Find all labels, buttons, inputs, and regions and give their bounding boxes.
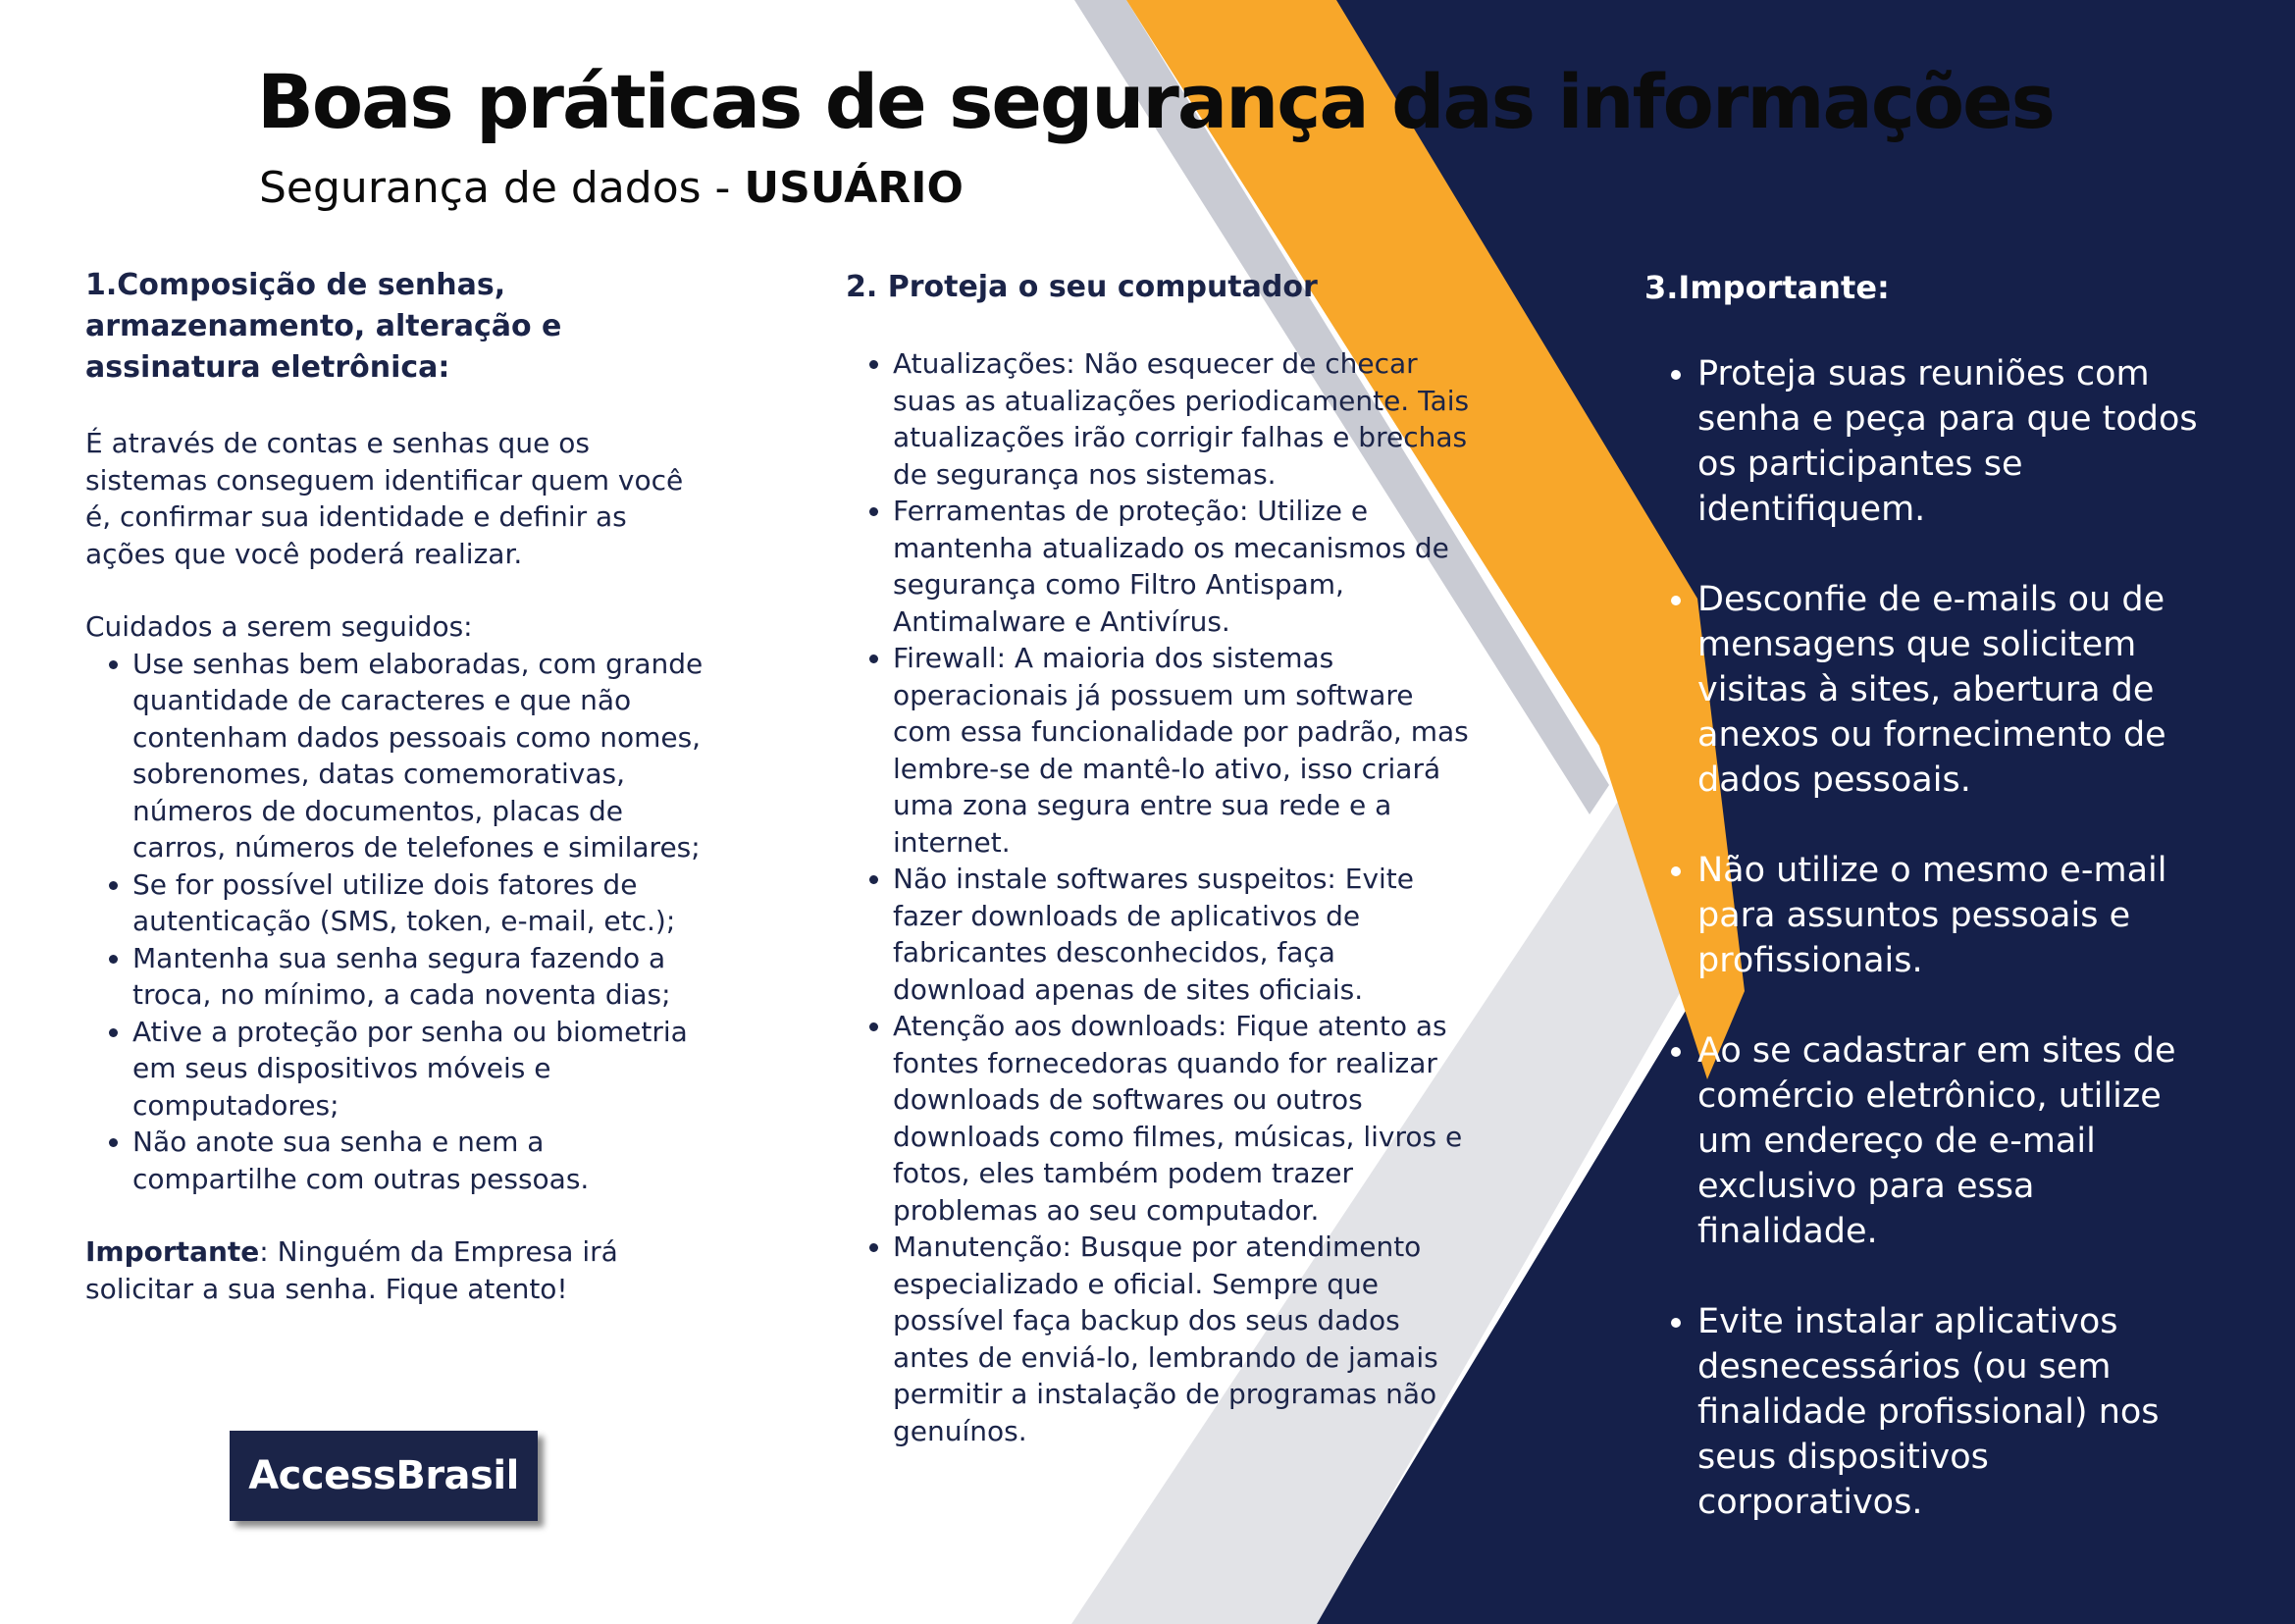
- section1-list: [85, 646, 713, 1198]
- section-passwords: [85, 265, 713, 1307]
- list-item: • Ao se cadastrar em sites de comércio eletrônico, utilize um endereço de e-mail exclusivo para essa finalidade.: [1697, 1028, 2223, 1254]
- note-text: : Ninguém da Empresa irá solicitar a sua senha. Fique atento!: [85, 1235, 618, 1305]
- section-important: [1644, 267, 2223, 1525]
- list-item: • Desconfie de e-mails ou de mensagens que solicitem visitas à sites, abertura de anexos ou fornecimento de dados pessoais.: [1697, 577, 2223, 803]
- section-computer: [846, 267, 1474, 1449]
- note-bold: Importante: [85, 1235, 260, 1268]
- list-item: • Não instale softwares suspeitos: Evite fazer downloads de aplicativos de fabricantes desconhecidos, faça download apenas de sites oficiais.: [893, 861, 1474, 1008]
- list-item: • Mantenha sua senha segura fazendo a troca, no mínimo, a cada noventa dias;: [132, 940, 713, 1014]
- section2-list: [846, 345, 1474, 1449]
- list-item: • Atenção aos downloads: Fique atento as fontes fornecedoras quando for realizar downloads de softwares ou outros downloads como filmes, músicas, livros e fotos, eles também podem trazer problemas ao seu computador.: [893, 1008, 1474, 1229]
- list-item: • Não anote sua senha e nem a compartilhe com outras pessoas.: [132, 1124, 713, 1197]
- subtitle-bold: USUÁRIO: [744, 163, 964, 213]
- page-subtitle: [259, 163, 964, 215]
- list-item: • Manutenção: Busque por atendimento especializado e oficial. Sempre que possível faça backup dos seus dados antes de enviá-lo, lembrando de jamais permitir a instalação de programas não genuínos.: [893, 1229, 1474, 1449]
- section1-intro: É através de contas e senhas que os sistemas conseguem identificar quem você é, confirmar sua identidade e definir as ações que você poderá realizar.: [85, 427, 684, 570]
- list-item: • Use senhas bem elaboradas, com grande quantidade de caracteres e que não contenham dados pessoais como nomes, sobrenomes, datas comemorativas, números de documentos, placas de carros, números de telefones e similares;: [132, 646, 713, 866]
- accessbrasil-logo: AccessBrasil: [230, 1431, 538, 1521]
- list-item: • Se for possível utilize dois fatores de autenticação (SMS, token, e-mail, etc.);: [132, 866, 713, 940]
- section3-list: [1644, 351, 2223, 1525]
- section1-heading: 1.Composição de senhas, armazenamento, alteração e assinatura eletrônica:: [85, 268, 562, 385]
- section1-note: [85, 1233, 713, 1307]
- section1-care-label: Cuidados a serem seguidos:: [85, 610, 473, 643]
- list-item: • Ative a proteção por senha ou biometria em seus dispositivos móveis e computadores;: [132, 1014, 713, 1125]
- list-item: • Ferramentas de proteção: Utilize e mantenha atualizado os mecanismos de segurança como Filtro Antispam, Antimalware e Antivírus.: [893, 493, 1474, 640]
- subtitle-prefix: Segurança de dados -: [259, 163, 745, 213]
- page-title: Boas práticas de segurança das informações: [257, 58, 2054, 145]
- list-item: • Proteja suas reuniões com senha e peça para que todos os participantes se identifiquem.: [1697, 351, 2223, 532]
- section3-heading: 3.Importante:: [1644, 269, 1890, 306]
- list-item: • Firewall: A maioria dos sistemas operacionais já possuem um software com essa funcionalidade por padrão, mas lembre-se de mantê-lo ativo, isso criará uma zona segura entre sua rede e a internet.: [893, 640, 1474, 861]
- list-item: • Não utilize o mesmo e-mail para assuntos pessoais e profissionais.: [1697, 848, 2223, 983]
- list-item: • Evite instalar aplicativos desnecessários (ou sem finalidade profissional) nos seus dispositivos corporativos.: [1697, 1299, 2223, 1525]
- section2-heading: 2. Proteja o seu computador: [846, 270, 1318, 304]
- list-item: • Atualizações: Não esquecer de checar suas as atualizações periodicamente. Tais atualizações irão corrigir falhas e brechas de segurança nos sistemas.: [893, 345, 1474, 493]
